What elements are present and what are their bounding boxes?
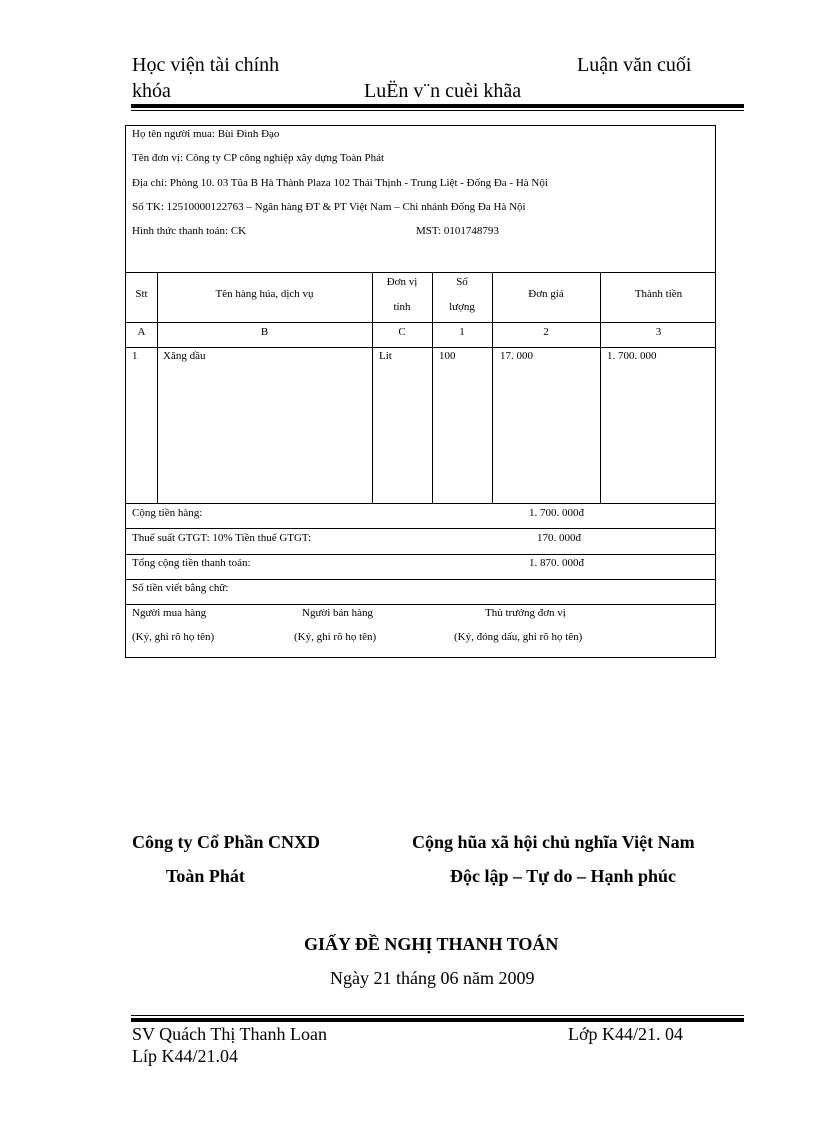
nation-line1: Cộng hũa xã hội chủ nghĩa Việt Nam — [412, 832, 695, 852]
row-qty: 100 — [439, 350, 456, 362]
header-thesis-label: Luận văn cuối — [577, 54, 692, 76]
idx-price: 2 — [543, 326, 549, 338]
th-price: Đơn giá — [528, 288, 564, 300]
company-name-line1: Công ty Cổ Phần CNXD — [132, 832, 321, 852]
buyer-name: Họ tên người mua: Bùi Đình Đạo — [132, 128, 280, 140]
th-qty-1: Số — [456, 276, 468, 288]
table-bottom-line — [126, 503, 715, 504]
subtotal-value: 1. 700. 000đ — [529, 507, 584, 519]
sig-buyer: Người mua hàng — [132, 607, 207, 619]
header-khoa: khóa — [132, 80, 171, 102]
table-header-line — [126, 322, 715, 323]
sig-seller: Người bán hàng — [302, 607, 374, 619]
subtotal-line — [126, 528, 715, 529]
th-unit-2: tính — [393, 301, 411, 313]
total-value: 1. 870. 000đ — [529, 557, 584, 569]
th-qty-2: lượng — [449, 301, 475, 313]
words-line — [126, 604, 715, 605]
table-top-line — [126, 272, 715, 273]
document-date: Ngày 21 tháng 06 năm 2009 — [330, 968, 535, 988]
col-divider-1 — [157, 272, 158, 503]
invoice-box — [125, 125, 716, 658]
tax-code: MST: 0101748793 — [416, 225, 499, 237]
header-rule-thin — [131, 110, 744, 111]
header-institution: Học viện tài chính — [132, 54, 280, 76]
document-title: GIẤY ĐỀ NGHỊ THANH TOÁN — [304, 934, 559, 954]
th-name: Tên hàng húa, dịch vụ — [215, 288, 314, 300]
sig-buyer-note: (Ký, ghi rõ họ tên) — [132, 631, 215, 643]
nation-line2: Độc lập – Tự do – Hạnh phúc — [450, 866, 677, 886]
idx-amount: 3 — [655, 326, 662, 338]
sig-head: Thủ trưởng đơn vị — [485, 607, 566, 619]
th-amount: Thành tiền — [634, 288, 683, 300]
subtotal-label: Cộng tiền hàng: — [132, 507, 203, 519]
sig-seller-note: (Ký, ghi rõ họ tên) — [294, 631, 377, 643]
idx-qty: 1 — [459, 326, 465, 338]
sig-head-note: (Ký, đóng dấu, ghi rõ họ tên) — [454, 631, 583, 643]
in-words-label: Số tiền viết bằng chữ: — [132, 582, 229, 594]
vat-value: 170. 000đ — [537, 532, 581, 544]
table-index-line — [126, 347, 715, 348]
footer-class-right: Lớp K44/21. 04 — [568, 1024, 684, 1044]
row-price: 17. 000 — [500, 350, 533, 362]
footer-rule-thick — [131, 1018, 744, 1022]
vat-label: Thuế suất GTGT: 10% Tiền thuế GTGT: — [132, 532, 312, 544]
footer-rule-thin — [131, 1015, 744, 1016]
bank-account: Số TK: 12510000122763 – Ngân hàng ĐT & PT Việt Nam – Chi nhánh Đống Đa Hà Nội — [132, 201, 526, 213]
row-amount: 1. 700. 000 — [607, 350, 657, 362]
total-line — [126, 579, 715, 580]
address: Địa chỉ: Phòng 10. 03 Tũa B Hà Thành Plaza 102 Thái Thịnh - Trung Liệt - Đống Đa - Hà Nội — [132, 177, 548, 189]
th-unit-1: Đơn vị — [386, 276, 418, 288]
total-label: Tổng cộng tiền thanh toán: — [132, 557, 251, 569]
row-stt: 1 — [132, 350, 138, 362]
row-unit: Lit — [379, 350, 392, 362]
footer-student: SV Quách Thị Thanh Loan — [132, 1024, 327, 1044]
vat-line — [126, 554, 715, 555]
footer-class-left: Líp K44/21.04 — [132, 1046, 238, 1066]
payment-method: Hình thức thanh toán: CK — [132, 225, 247, 237]
idx-unit: C — [398, 326, 406, 338]
col-divider-5 — [600, 272, 601, 503]
header-thesis-garbled: LuËn v¨n cuèi khãa — [364, 80, 522, 102]
header-rule-thick — [131, 104, 744, 108]
col-divider-4 — [492, 272, 493, 503]
idx-stt: A — [137, 326, 146, 338]
th-stt: Stt — [135, 288, 148, 300]
row-name: Xăng dầu — [163, 350, 206, 362]
idx-name: B — [260, 326, 269, 338]
company-name-line2: Toàn Phát — [166, 866, 245, 886]
unit-name: Tên đơn vị: Công ty CP công nghiệp xây dựng Toàn Phát — [132, 152, 385, 164]
